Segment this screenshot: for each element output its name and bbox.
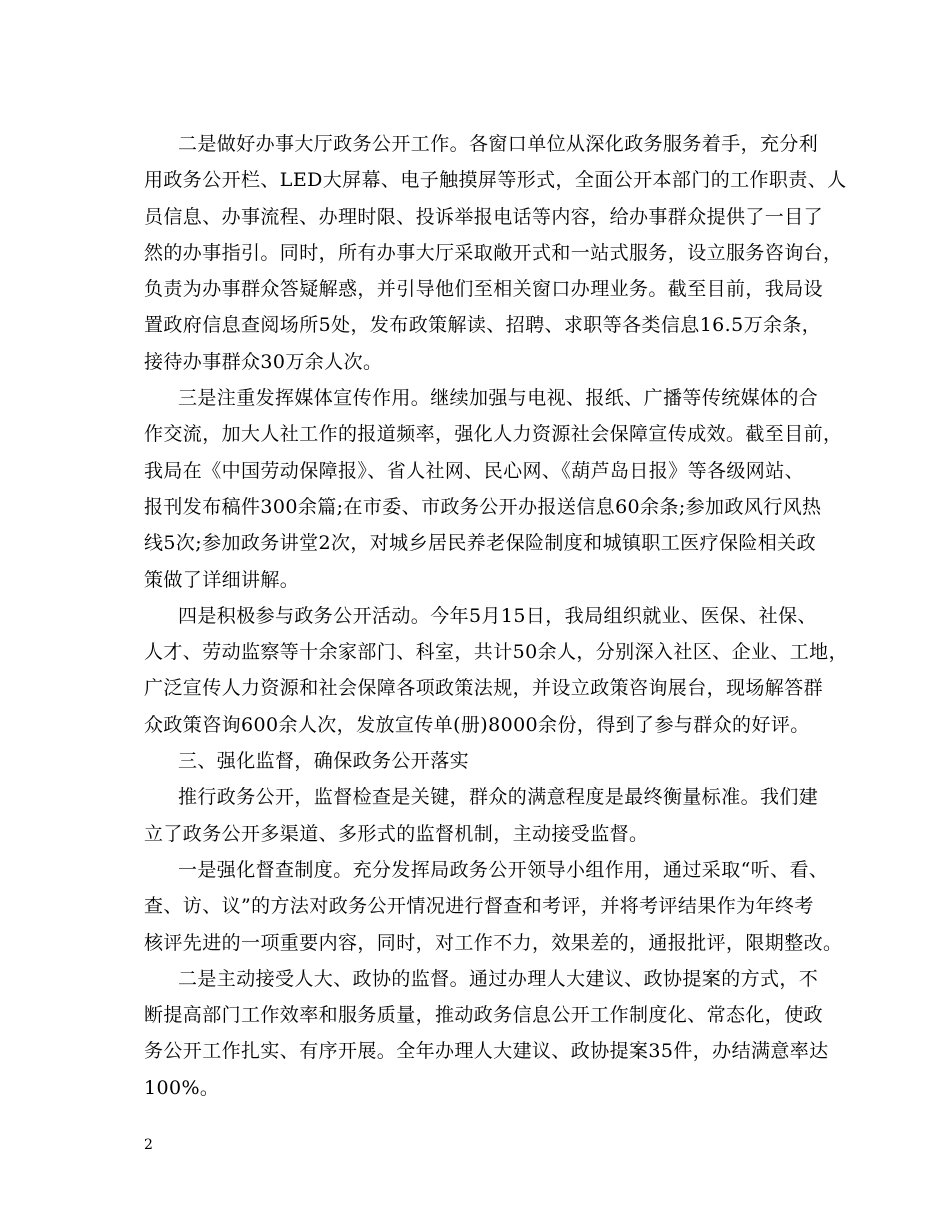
paragraph-line: 断提高部门工作效率和服务质量，推动政务信息公开工作制度化、常态化，使政 [144, 1004, 824, 1027]
page-number: 2 [144, 1137, 153, 1153]
paragraph-line: 广泛宣传人力资源和社会保障各项政策法规，并设立政策咨询展台，现场解答群 [144, 677, 824, 700]
paragraph-line: 二是做好办事大厅政务公开工作。各窗口单位从深化政务服务着手，充分利 [178, 133, 819, 155]
paragraph-line: 用政务公开栏、LED大屏幕、电子触摸屏等形式，全面公开本部门的工作职责、人 [144, 169, 847, 192]
paragraph-line: 一是强化督查制度。充分发挥局政务公开领导小组作用，通过采取“听、看、 [178, 858, 829, 881]
paragraph-line: 务公开工作扎实、有序开展。全年办理人大建议、政协提案35件，办结满意率达 [144, 1040, 829, 1063]
paragraph-line: 报刊发布稿件300余篇;在市委、市政务公开办报送信息60余条;参加政风行风热 [144, 495, 822, 518]
paragraph-line: 立了政务公开多渠道、多形式的监督机制，主动接受监督。 [144, 822, 649, 845]
paragraph-line: 100%。 [144, 1076, 220, 1099]
paragraph-line: 策做了详细讲解。 [144, 568, 300, 591]
paragraph-line: 线5次;参加政务讲堂2次，对城乡居民养老保险制度和城镇职工医疗保险相关政 [144, 532, 816, 555]
paragraph-line: 查、访、议”的方法对政务公开情况进行督查和考评，并将考评结果作为年终考 [144, 895, 814, 918]
paragraph-line: 作交流，加大人社工作的报道频率，强化人力资源社会保障宣传成效。截至目前， [144, 423, 843, 446]
paragraph-line: 二是主动接受人大、政协的监督。通过办理人大建议、政协提案的方式，不 [178, 967, 819, 990]
section-heading: 三、强化监督，确保政务公开落实 [178, 750, 470, 773]
paragraph-line: 接待办事群众30万余人次。 [144, 350, 383, 373]
paragraph-line: 众政策咨询600余人次，发放宣传单(册)8000余份，得到了参与群众的好评。 [144, 713, 810, 736]
paragraph-line: 三是注重发挥媒体宣传作用。继续加强与电视、报纸、广播等传统媒体的合 [178, 387, 819, 410]
paragraph-line: 负责为办事群众答疑解惑，并引导他们至相关窗口办理业务。截至目前，我局设 [144, 278, 824, 301]
paragraph-line: 然的办事指引。同时，所有办事大厅采取敞开式和一站式服务，设立服务咨询台， [144, 241, 843, 264]
paragraph-line: 核评先进的一项重要内容，同时，对工作不力，效果差的，通报批评，限期整改。 [144, 931, 843, 954]
paragraph-line: 四是积极参与政务公开活动。今年5月15日，我局组织就业、医保、社保、 [178, 604, 817, 627]
paragraph-line: 推行政务公开，监督检查是关键，群众的满意程度是最终衡量标准。我们建 [178, 786, 819, 809]
body-text [144, 126, 848, 1106]
paragraph-line: 人才、劳动监察等十余家部门、科室，共计50余人，分别深入社区、企业、工地， [144, 641, 848, 664]
paragraph-line: 员信息、办事流程、办理时限、投诉举报电话等内容，给办事群众提供了一目了 [144, 205, 824, 228]
paragraph-line: 置政府信息查阅场所5处，发布政策解读、招聘、求职等各类信息16.5万余条， [144, 314, 822, 337]
paragraph-line: 我局在《中国劳动保障报》、省人社网、民心网、《葫芦岛日报》等各级网站、 [144, 459, 805, 482]
